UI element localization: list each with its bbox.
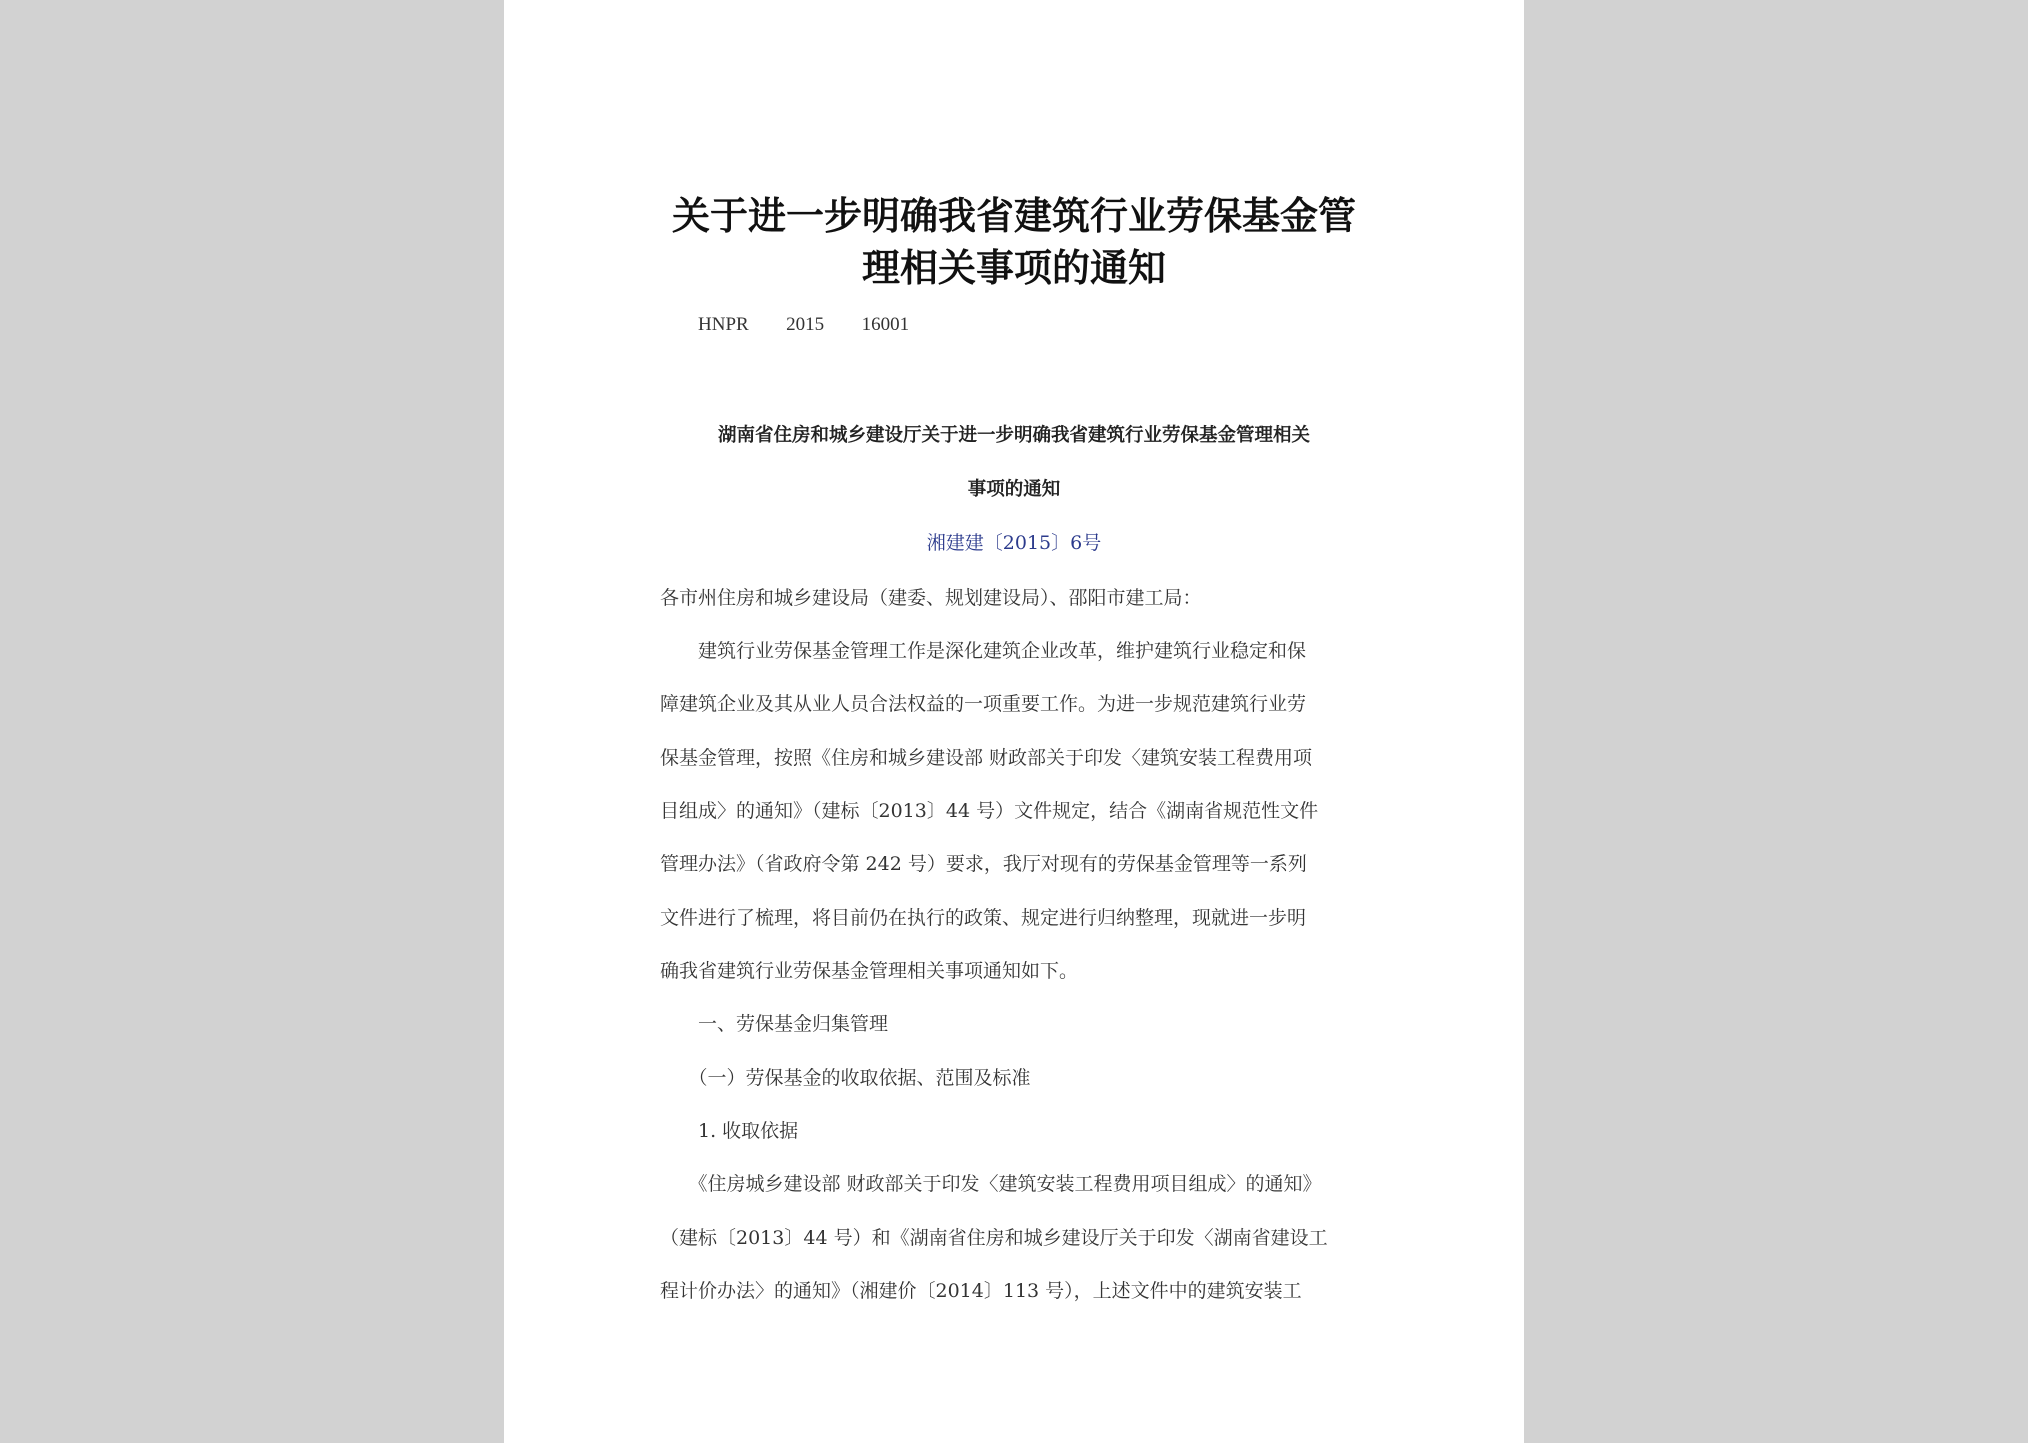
- body-line: 各市州住房和城乡建设局（建委、规划建设局）、邵阳市建工局：: [660, 587, 1202, 609]
- body-line: 程计价办法〉的通知》（湘建价〔2014〕113 号），上述文件中的建筑安装工: [660, 1280, 1302, 1302]
- body-line: 管理办法》（省政府令第 242 号）要求，我厅对现有的劳保基金管理等一系列: [660, 853, 1307, 875]
- notice-heading-line-2: 事项的通知: [967, 479, 1061, 500]
- body-line: 障建筑企业及其从业人员合法权益的一项重要工作。为进一步规范建筑行业劳: [660, 693, 1307, 715]
- body-line: （建标〔2013〕44 号）和《湖南省住房和城乡建设厅关于印发〈湖南省建设工: [660, 1227, 1328, 1249]
- body-line: 确我省建筑行业劳保基金管理相关事项通知如下。: [660, 960, 1079, 982]
- body-line: 《住房城乡建设部 财政部关于印发〈建筑安装工程费用项目组成〉的通知》: [660, 1173, 1322, 1195]
- notice-heading-line-1: 湖南省住房和城乡建设厅关于进一步明确我省建筑行业劳保基金管理相关: [717, 425, 1310, 446]
- item-heading: 1. 收取依据: [660, 1120, 799, 1142]
- section-heading: 一、劳保基金归集管理: [660, 1013, 889, 1035]
- body-line: 保基金管理，按照《住房和城乡建设部 财政部关于印发〈建筑安装工程费用项: [660, 747, 1313, 769]
- body-line: 建筑行业劳保基金管理工作是深化建筑企业改革，维护建筑行业稳定和保: [660, 640, 1307, 662]
- document-title-line-1: 关于进一步明确我省建筑行业劳保基金管: [671, 193, 1356, 238]
- document-title-line-2: 理相关事项的通知: [861, 245, 1166, 290]
- body-line: 文件进行了梳理，将目前仍在执行的政策、规定进行归纳整理，现就进一步明: [660, 907, 1307, 929]
- document-number: 湘建建〔2015〕6号: [926, 532, 1102, 554]
- document-code: HNPR 2015 16001: [698, 314, 910, 335]
- body-line: 目组成〉的通知》（建标〔2013〕44 号）文件规定，结合《湖南省规范性文件: [660, 800, 1319, 822]
- document-page: [504, 0, 1524, 1443]
- subsection-heading: （一）劳保基金的收取依据、范围及标准: [660, 1067, 1031, 1089]
